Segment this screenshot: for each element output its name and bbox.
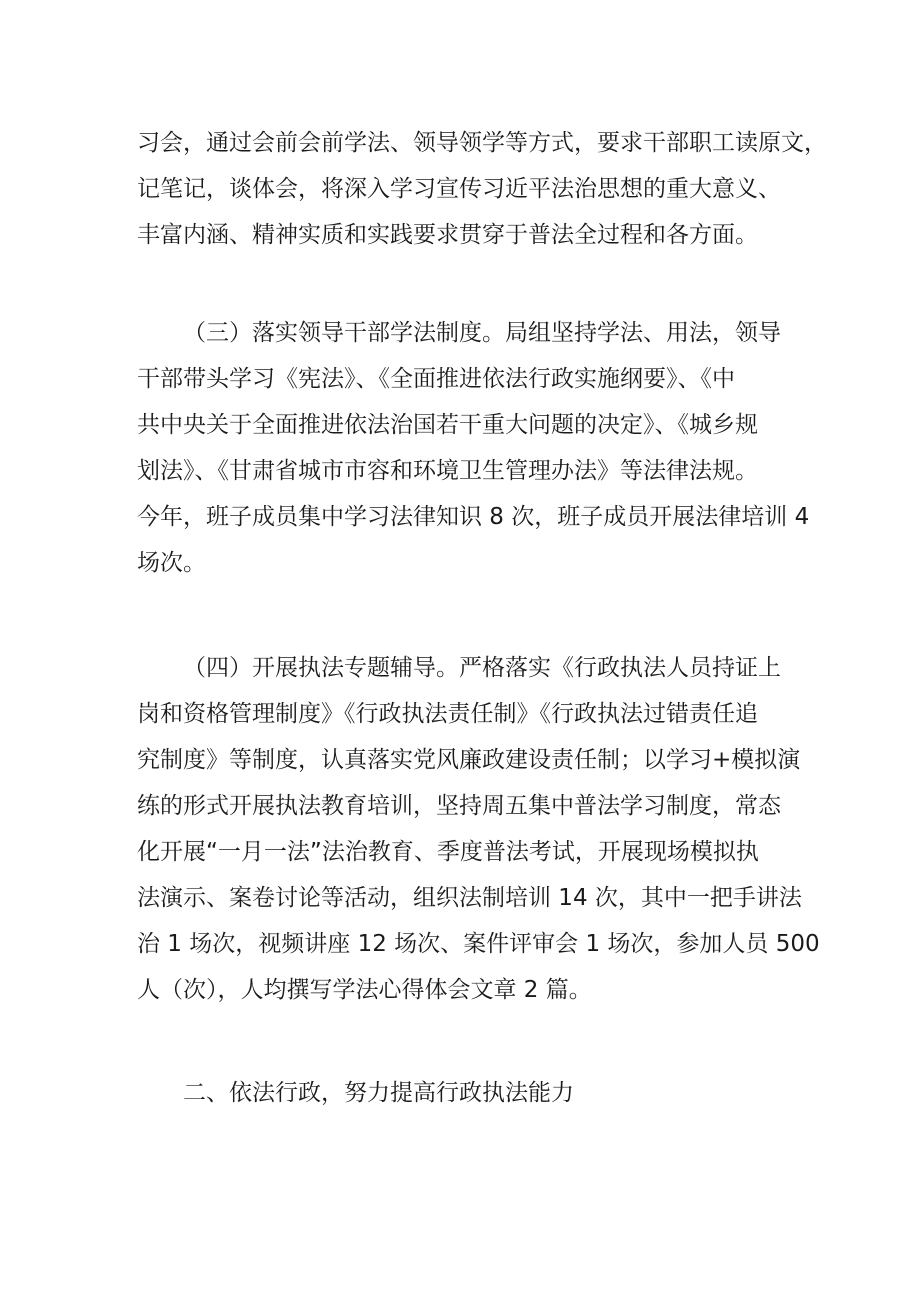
text-line: 治 1 场次，视频讲座 12 场次、案件评审会 1 场次，参加人员 500 [137, 931, 820, 957]
text-line: 场次。 [137, 550, 206, 576]
text-line: 究制度》等制度，认真落实党风廉政建设责任制；以学习+模拟演 [137, 747, 801, 773]
text-line: 法演示、案卷讨论等活动，组织法制培训 14 次，其中一把手讲法 [137, 885, 802, 911]
text-line: 记笔记，谈体会，将深入学习宣传习近平法治思想的重大意义、 [137, 176, 781, 202]
paragraph-leader-study-system [137, 310, 810, 586]
text-line: 丰富内涵、精神实质和实践要求贯穿于普法全过程和各方面。 [137, 222, 758, 248]
text-line: 划法》、《甘肃省城市市容和环境卫生管理办法》等法律法规。 [137, 458, 758, 484]
text-line: 今年，班子成员集中学习法律知识 8 次，班子成员开展法律培训 4 [137, 504, 810, 530]
text-line: 干部带头学习《宪法》、《全面推进依法行政实施纲要》、《中 [137, 366, 735, 392]
section-heading [137, 1070, 792, 1116]
paragraph-continuation [137, 120, 827, 258]
text-line: （四）开展执法专题辅导。严格落实《行政执法人员持证上 [183, 655, 781, 681]
text-line: 练的形式开展执法教育培训，坚持周五集中普法学习制度，常态 [137, 793, 781, 819]
text-line: 共中央关于全面推进依法治国若干重大问题的决定》、《城乡规 [137, 412, 758, 438]
text-line: 化开展“一月一法”法治教育、季度普法考试，开展现场模拟执 [137, 839, 759, 865]
paragraph-enforcement-training [137, 645, 820, 1013]
text-line: 习会，通过会前会前学法、领导领学等方式，要求干部职工读原文， [137, 130, 827, 156]
section-heading-text: 二、依法行政，努力提高行政执法能力 [183, 1080, 574, 1106]
text-line: （三）落实领导干部学法制度。局组坚持学法、用法，领导 [183, 320, 781, 346]
text-line: 人（次），人均撰写学法心得体会文章 2 篇。 [137, 977, 592, 1003]
text-line: 岗和资格管理制度》《行政执法责任制》《行政执法过错责任追 [137, 701, 758, 727]
